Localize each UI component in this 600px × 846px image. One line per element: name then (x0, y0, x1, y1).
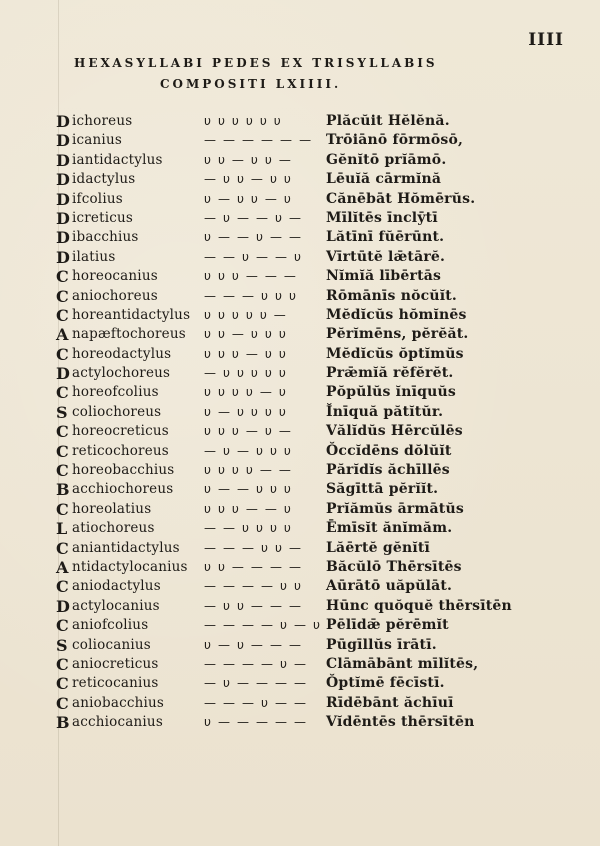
table-row (56, 539, 496, 558)
foot-name: icreticus (72, 209, 134, 226)
foot-name: horeocanius (72, 268, 158, 285)
meter-pattern: — — — υ υ — (204, 540, 303, 555)
example-verse: Prĭămŭs ārmātŭs (326, 500, 464, 517)
example-verse: Trōiānō fōrmōsō, (326, 132, 464, 149)
meter-pattern: — υ — υ υ υ (204, 443, 293, 458)
page-number: IIII (528, 30, 564, 50)
table-row (56, 112, 496, 131)
example-verse: Aūrātō uăpŭlāt. (326, 578, 453, 595)
table-row (56, 596, 512, 616)
foot-name: reticochoreus (72, 442, 169, 459)
meter-pattern: υ υ υ υ υ υ (204, 114, 283, 128)
initial-letter: A (56, 557, 69, 577)
foot-name: aniochoreus (72, 287, 158, 304)
initial-letter: C (56, 654, 69, 674)
initial-letter: C (56, 383, 69, 403)
example-verse: Vīrtūtĕ lǣtārĕ. (326, 248, 446, 265)
meter-pattern: υ υ υ — — — (204, 269, 298, 284)
initial-letter: C (56, 577, 69, 597)
meter-pattern: υ υ υ υ — υ (204, 385, 288, 400)
meter-pattern: υ — υ υ — υ (204, 191, 293, 206)
foot-name: ilatius (72, 248, 116, 265)
meter-pattern: υ υ υ υ — — (204, 463, 293, 478)
meter-pattern: — υ — — υ — (204, 210, 303, 225)
initial-letter: D (56, 150, 70, 170)
initial-letter: D (56, 131, 70, 151)
table-row (56, 364, 496, 383)
meter-pattern: υ υ — υ υ — (204, 152, 293, 167)
table-row (56, 209, 496, 228)
meter-pattern: — — — υ — — (204, 695, 308, 710)
initial-letter: C (56, 461, 69, 481)
foot-name: iantidactylus (72, 151, 163, 168)
foot-name: actylochoreus (72, 365, 171, 382)
example-verse: Ēmīsĭt ănĭmăm. (326, 520, 453, 537)
initial-letter: D (56, 364, 70, 384)
table-row (56, 577, 496, 596)
meter-pattern: — υ υ υ υ υ (204, 366, 288, 381)
foot-name: horeantidactylus (72, 306, 191, 323)
foot-name: horeobacchius (72, 462, 175, 479)
initial-letter: B (56, 480, 70, 500)
foot-name: horeodactylus (72, 345, 172, 362)
foot-name: ntidactylocanius (72, 558, 188, 575)
meter-pattern: υ υ — — — — (204, 559, 303, 574)
example-verse: Mĕdĭcŭs ŏptĭmŭs (326, 345, 464, 362)
meter-table (56, 112, 512, 733)
table-row (56, 170, 496, 189)
foot-name: aniantidactylus (72, 539, 180, 556)
initial-letter: C (56, 693, 69, 713)
example-verse: Plăcŭit Hĕlĕnă. (326, 113, 450, 129)
meter-pattern: υ — — υ υ υ (204, 482, 293, 497)
example-verse: Nĭmĭă lībērtās (326, 268, 442, 285)
foot-name: aniocreticus (72, 655, 159, 672)
meter-pattern: — — — — υ — (204, 656, 308, 671)
foot-name: icanius (72, 132, 122, 149)
initial-letter: D (56, 189, 70, 209)
meter-pattern: υ — — υ — — (204, 230, 303, 245)
example-verse: Băcŭlō Thērsītēs (326, 558, 462, 575)
foot-name: ifcolius (72, 190, 123, 207)
example-verse: Pĕrĭmēns, pĕrĕăt. (326, 326, 469, 343)
example-verse: Săgīttā pĕrĭĭt. (326, 481, 439, 498)
table-row (56, 713, 496, 732)
table-row (56, 480, 496, 499)
example-verse: Cănēbāt Hŏmērŭs. (326, 190, 476, 207)
table-row (56, 267, 496, 286)
meter-pattern: υ υ — υ υ υ (204, 327, 288, 342)
initial-letter: C (56, 344, 69, 364)
foot-name: aniodactylus (72, 578, 161, 595)
meter-pattern: — — — — υ υ (204, 579, 303, 594)
initial-letter: L (56, 519, 68, 539)
initial-letter: C (56, 267, 69, 287)
table-row (56, 616, 496, 635)
foot-name: idactylus (72, 171, 136, 188)
table-row (56, 345, 496, 364)
meter-pattern: — — υ υ υ υ (204, 521, 293, 536)
meter-pattern: — — — — υ — υ (204, 618, 322, 633)
table-row (56, 190, 496, 209)
example-verse: Prǣmĭă rĕfĕrĕt. (326, 365, 454, 382)
example-verse: Lătīnī fŭērūnt. (326, 229, 445, 246)
table-row (56, 461, 496, 480)
initial-letter: D (56, 208, 70, 228)
table-row (56, 558, 496, 577)
section-heading: HEXASYLLABI PEDES EX TRISYLLABIS (74, 56, 438, 70)
meter-pattern: υ υ υ — υ — (204, 424, 293, 439)
meter-pattern: υ υ υ — υ υ (204, 346, 288, 361)
meter-pattern: — — υ — — υ (204, 249, 303, 264)
initial-letter: D (56, 170, 70, 190)
example-verse: Ĭnīquă pătĭtŭr. (326, 403, 444, 420)
foot-name: aniofcolius (72, 617, 149, 634)
foot-name: reticocanius (72, 675, 159, 692)
foot-name: acchiocanius (72, 714, 163, 731)
meter-pattern: — — — υ υ υ (204, 288, 298, 303)
table-row (56, 422, 496, 441)
section-subheading: COMPOSITI LXIIII. (160, 77, 342, 91)
meter-pattern: υ — υ — — — (204, 637, 303, 652)
foot-name: acchiochoreus (72, 481, 174, 498)
foot-name: ibacchius (72, 229, 139, 246)
table-row (56, 694, 496, 713)
example-verse: Vălĭdŭs Hērcŭlēs (326, 423, 463, 440)
table-row (56, 403, 496, 422)
example-verse: Părĭdĭs ăchīllēs (326, 462, 450, 479)
example-verse: Pŏpŭlŭs ĭnīquŭs (326, 384, 456, 401)
example-verse: Rīdēbānt ăchīuī (326, 694, 454, 711)
meter-pattern: — υ — — — — (204, 676, 308, 691)
meter-pattern: υ υ υ υ υ — (204, 307, 288, 322)
table-row (56, 674, 496, 693)
initial-letter: D (56, 228, 70, 248)
example-verse: Ŏptĭmē fēcīstī. (326, 675, 445, 692)
foot-name: coliocanius (72, 636, 151, 653)
table-row (56, 287, 496, 306)
example-verse: Rōmānīs nŏcŭĭt. (326, 287, 457, 304)
meter-pattern: — υ υ — υ υ (204, 172, 293, 187)
initial-letter: D (56, 112, 70, 131)
example-verse: Pūgīllŭs īrātī. (326, 636, 437, 653)
table-row (56, 383, 496, 402)
initial-letter: B (56, 713, 70, 733)
example-verse: Mīlĭtēs īnclȳtī (326, 209, 438, 226)
initial-letter: C (56, 616, 69, 636)
table-row (56, 442, 496, 461)
foot-name: horeolatius (72, 500, 152, 517)
initial-letter: S (56, 635, 68, 655)
example-verse: Pēlīdǣ pĕrēmĭt (326, 617, 449, 634)
meter-pattern: υ υ υ — — υ (204, 501, 293, 516)
initial-letter: S (56, 402, 68, 422)
meter-pattern: — — — — — — (204, 133, 313, 148)
initial-letter: D (56, 596, 70, 616)
example-verse: Hūnc quŏquĕ thērsītēn (326, 597, 512, 614)
initial-letter: C (56, 538, 69, 558)
foot-name: atiochoreus (72, 520, 155, 537)
table-row (56, 325, 496, 344)
example-verse: Ŏccĭdēns dŏlŭĭt (326, 442, 452, 459)
foot-name: napæftochoreus (72, 326, 186, 343)
meter-pattern: υ — υ υ υ υ (204, 404, 288, 419)
initial-letter: C (56, 286, 69, 306)
table-row (56, 248, 496, 267)
table-row (56, 500, 496, 519)
meter-pattern: υ — — — — — (204, 715, 308, 730)
example-verse: Gĕnĭtō prĭāmō. (326, 151, 447, 168)
meter-pattern: — υ υ — — — (204, 598, 303, 613)
example-verse: Lēuĭă cārmĭnă (326, 171, 442, 188)
table-row (56, 655, 496, 674)
foot-name: horeocreticus (72, 423, 169, 440)
table-row (56, 151, 496, 170)
example-verse: Vĭdēntēs thērsītēn (326, 714, 475, 731)
foot-name: coliochoreus (72, 403, 162, 420)
initial-letter: C (56, 441, 69, 461)
example-verse: Mĕdĭcŭs hŏmĭnēs (326, 306, 467, 323)
table-row (56, 519, 496, 538)
foot-name: ichoreus (72, 113, 133, 129)
initial-letter: C (56, 499, 69, 519)
initial-letter: C (56, 674, 69, 694)
example-verse: Clāmābānt mīlĭtēs, (326, 655, 479, 672)
foot-name: horeofcolius (72, 384, 159, 401)
table-row (56, 131, 496, 150)
table-row (56, 228, 496, 247)
initial-letter: C (56, 305, 69, 325)
table-row (56, 636, 496, 655)
example-verse: Lăērtĕ gĕnĭtī (326, 539, 431, 556)
table-row (56, 306, 496, 325)
initial-letter: A (56, 325, 69, 345)
initial-letter: C (56, 422, 69, 442)
foot-name: actylocanius (72, 597, 160, 614)
foot-name: aniobacchius (72, 694, 165, 711)
initial-letter: D (56, 247, 70, 267)
